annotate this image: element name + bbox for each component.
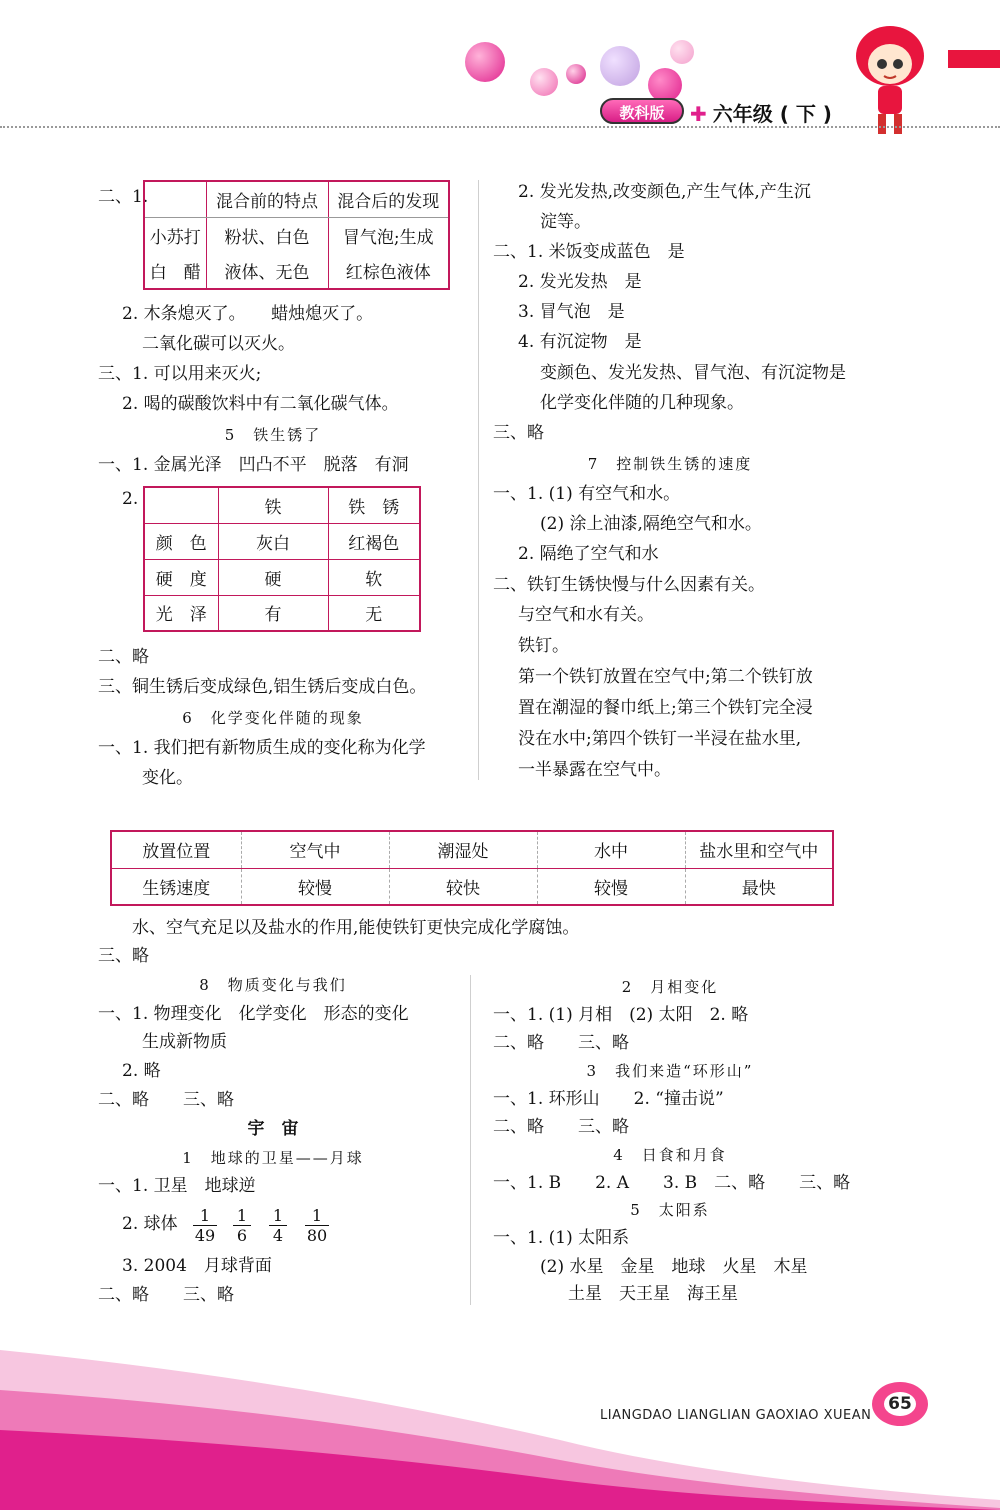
answer-line: 2. 略 bbox=[122, 1061, 161, 1081]
table-cell: 灰白 bbox=[218, 523, 328, 559]
table-cell: 液体、无色 bbox=[206, 253, 328, 289]
table-cell: 硬 bbox=[218, 559, 328, 595]
fraction-numerator: 1 bbox=[305, 1206, 329, 1226]
answer-line: 3. 2004 月球背面 bbox=[122, 1256, 272, 1276]
table-cell: 软 bbox=[328, 559, 420, 595]
answer-line: 一、1. (1) 月相 (2) 太阳 2. 略 bbox=[493, 1005, 749, 1025]
table-cell: 水中 bbox=[537, 831, 685, 868]
fraction-denominator: 6 bbox=[236, 1226, 248, 1245]
answer-line: 二、略 三、略 bbox=[98, 1090, 234, 1110]
table-cell: 颜 色 bbox=[144, 523, 218, 559]
answer-line: (2) 水星 金星 地球 火星 木星 bbox=[540, 1257, 808, 1277]
answer-line: 一、1. 我们把有新物质生成的变化称为化学 bbox=[98, 738, 426, 758]
answer-line: 2. 隔绝了空气和水 bbox=[518, 544, 659, 564]
section-title: 6 化学变化伴随的现象 bbox=[182, 709, 364, 727]
answer-line: 2. 发光发热 是 bbox=[518, 272, 642, 292]
answer-line: 2. 喝的碳酸饮料中有二氧化碳气体。 bbox=[122, 394, 399, 414]
table-cell bbox=[144, 181, 206, 217]
answer-line: 二、1. 米饭变成蓝色 是 bbox=[493, 242, 685, 262]
mix-table bbox=[143, 180, 450, 290]
table-cell: 粉状、白色 bbox=[206, 217, 328, 253]
rust-speed-table bbox=[110, 830, 834, 906]
answer-line: 一、1. (1) 有空气和水。 bbox=[493, 484, 681, 504]
table-cell: 生锈速度 bbox=[111, 868, 241, 905]
table-cell bbox=[144, 487, 218, 523]
decor-bubble bbox=[670, 40, 694, 64]
fraction bbox=[305, 1206, 329, 1245]
table-cell: 红褐色 bbox=[328, 523, 420, 559]
decor-bubble bbox=[648, 68, 682, 102]
header-divider bbox=[0, 126, 1000, 128]
fraction-numerator: 1 bbox=[233, 1206, 251, 1226]
answer-line: 淀等。 bbox=[540, 212, 591, 232]
table-cell: 冒气泡;生成 bbox=[328, 217, 449, 253]
answer-line: 变颜色、发光发热、冒气泡、有沉淀物是 bbox=[540, 363, 846, 383]
footer-wave bbox=[0, 1350, 1000, 1510]
answer-line: 二、略 bbox=[98, 647, 149, 667]
answer-line: 一、1. 物理变化 化学变化 形态的变化 bbox=[98, 1004, 409, 1024]
answer-line: 2. 球体 bbox=[122, 1214, 178, 1234]
fraction bbox=[193, 1206, 217, 1245]
answer-line: 化学变化伴随的几种现象。 bbox=[540, 393, 744, 413]
section-title: 5 太阳系 bbox=[630, 1201, 710, 1219]
answer-line: 第一个铁钉放置在空气中;第二个铁钉放 bbox=[518, 667, 813, 687]
fraction-numerator: 1 bbox=[269, 1206, 287, 1226]
table-cell: 较慢 bbox=[241, 868, 389, 905]
decor-bubble bbox=[600, 46, 640, 86]
table-cell: 放置位置 bbox=[111, 831, 241, 868]
table-cell: 混合前的特点 bbox=[206, 181, 328, 217]
table-cell: 铁 锈 bbox=[328, 487, 420, 523]
answer-line: 一、1. B 2. A 3. B 二、略 三、略 bbox=[493, 1173, 851, 1193]
table-cell: 硬 度 bbox=[144, 559, 218, 595]
table-row bbox=[144, 487, 420, 523]
mascot-icon bbox=[850, 20, 930, 138]
table-cell: 潮湿处 bbox=[389, 831, 537, 868]
section-title: 2 月相变化 bbox=[621, 978, 719, 996]
section-title: 8 物质变化与我们 bbox=[199, 976, 347, 994]
answer-line: 变化。 bbox=[142, 768, 193, 788]
table-row bbox=[144, 559, 420, 595]
grade-text: 六年级 bbox=[712, 102, 773, 126]
table-cell: 最快 bbox=[685, 868, 833, 905]
answer-line: 二氧化碳可以灭火。 bbox=[142, 334, 295, 354]
decor-bubble bbox=[530, 68, 558, 96]
section-title: 3 我们来造“环形山” bbox=[586, 1062, 754, 1080]
page-number bbox=[872, 1382, 928, 1426]
answer-line: 二、略 三、略 bbox=[98, 1285, 234, 1305]
table-cell: 较慢 bbox=[537, 868, 685, 905]
column-divider bbox=[478, 180, 479, 780]
table-cell: 光 泽 bbox=[144, 595, 218, 631]
term-text: 下 bbox=[795, 102, 816, 126]
answer-line: 4. 有沉淀物 是 bbox=[518, 332, 642, 352]
fraction-denominator: 80 bbox=[306, 1226, 328, 1245]
answer-line: 2. bbox=[122, 489, 139, 509]
edition-badge: 教科版 bbox=[600, 98, 684, 124]
fraction-denominator: 49 bbox=[194, 1226, 216, 1245]
table-cell: 有 bbox=[218, 595, 328, 631]
table-row bbox=[144, 181, 449, 217]
q2-label: 二、1. bbox=[98, 187, 149, 207]
page-number-text: 65 bbox=[884, 1392, 916, 1416]
fraction-denominator: 4 bbox=[272, 1226, 284, 1245]
table-cell: 小苏打 bbox=[144, 217, 206, 253]
table-row bbox=[144, 595, 420, 631]
fraction bbox=[233, 1206, 251, 1245]
table-cell: 盐水里和空气中 bbox=[685, 831, 833, 868]
fraction bbox=[269, 1206, 287, 1245]
series-name: LIANGDAO LIANGLIAN GAOXIAO XUEAN bbox=[600, 1408, 872, 1423]
table-cell: 无 bbox=[328, 595, 420, 631]
iron-table bbox=[143, 486, 421, 632]
table-row bbox=[144, 217, 449, 253]
answer-line: 三、略 bbox=[493, 423, 544, 443]
answer-line: (2) 涂上油漆,隔绝空气和水。 bbox=[540, 514, 762, 534]
section-title: 1 地球的卫星——月球 bbox=[182, 1149, 364, 1167]
answer-line: 二、略 三、略 bbox=[493, 1117, 629, 1137]
answer-line: 3. 冒气泡 是 bbox=[518, 302, 625, 322]
answer-line: 二、铁钉生锈快慢与什么因素有关。 bbox=[493, 575, 765, 595]
answer-line: 二、略 三、略 bbox=[493, 1033, 629, 1053]
table-cell: 空气中 bbox=[241, 831, 389, 868]
answer-line: 铁钉。 bbox=[518, 636, 569, 656]
answer-line: 土星 天王星 海王星 bbox=[568, 1284, 738, 1304]
answer-line: 水、空气充足以及盐水的作用,能使铁钉更快完成化学腐蚀。 bbox=[132, 918, 580, 938]
fraction-numerator: 1 bbox=[193, 1206, 217, 1226]
answer-line: 没在水中;第四个铁钉一半浸在盐水里, bbox=[518, 729, 802, 749]
answer-line: 一、1. 环形山 2. “撞击说” bbox=[493, 1089, 724, 1109]
answer-line: 置在潮湿的餐巾纸上;第三个铁钉完全浸 bbox=[518, 698, 813, 718]
table-row bbox=[111, 831, 833, 868]
corner-bar bbox=[948, 50, 1000, 68]
answer-line: 三、略 bbox=[98, 946, 149, 966]
answer-line: 三、铜生锈后变成绿色,铝生锈后变成白色。 bbox=[98, 677, 427, 697]
answer-line: 一半暴露在空气中。 bbox=[518, 760, 671, 780]
plus-icon: ✚ bbox=[690, 102, 707, 126]
answer-line: 2. 木条熄灭了。 蜡烛熄灭了。 bbox=[122, 304, 374, 324]
section-title: 4 日食和月食 bbox=[613, 1146, 727, 1164]
table-cell: 铁 bbox=[218, 487, 328, 523]
answer-line: 一、1. 卫星 地球逆 bbox=[98, 1176, 256, 1196]
answer-line: 三、1. 可以用来灭火; bbox=[98, 364, 262, 384]
decor-bubble bbox=[465, 42, 505, 82]
section-title: 7 控制铁生锈的速度 bbox=[587, 455, 753, 473]
grade-label: ✚ 六年级 ( 下 ) bbox=[690, 102, 832, 126]
answer-line: 2. 发光发热,改变颜色,产生气体,产生沉 bbox=[518, 182, 811, 202]
table-row bbox=[144, 523, 420, 559]
answer-line: 生成新物质 bbox=[142, 1032, 227, 1052]
table-cell: 白 醋 bbox=[144, 253, 206, 289]
unit-title: 宇 宙 bbox=[247, 1119, 299, 1139]
column-divider bbox=[470, 975, 471, 1305]
table-row bbox=[144, 253, 449, 289]
answer-line: 与空气和水有关。 bbox=[518, 605, 654, 625]
table-row bbox=[111, 868, 833, 905]
table-cell: 红棕色液体 bbox=[328, 253, 449, 289]
table-cell: 混合后的发现 bbox=[328, 181, 449, 217]
answer-line: 一、1. (1) 太阳系 bbox=[493, 1228, 630, 1248]
section-title: 5 铁生锈了 bbox=[224, 426, 322, 444]
answer-line: 一、1. 金属光泽 凹凸不平 脱落 有洞 bbox=[98, 455, 409, 475]
decor-bubble bbox=[566, 64, 586, 84]
table-cell: 较快 bbox=[389, 868, 537, 905]
